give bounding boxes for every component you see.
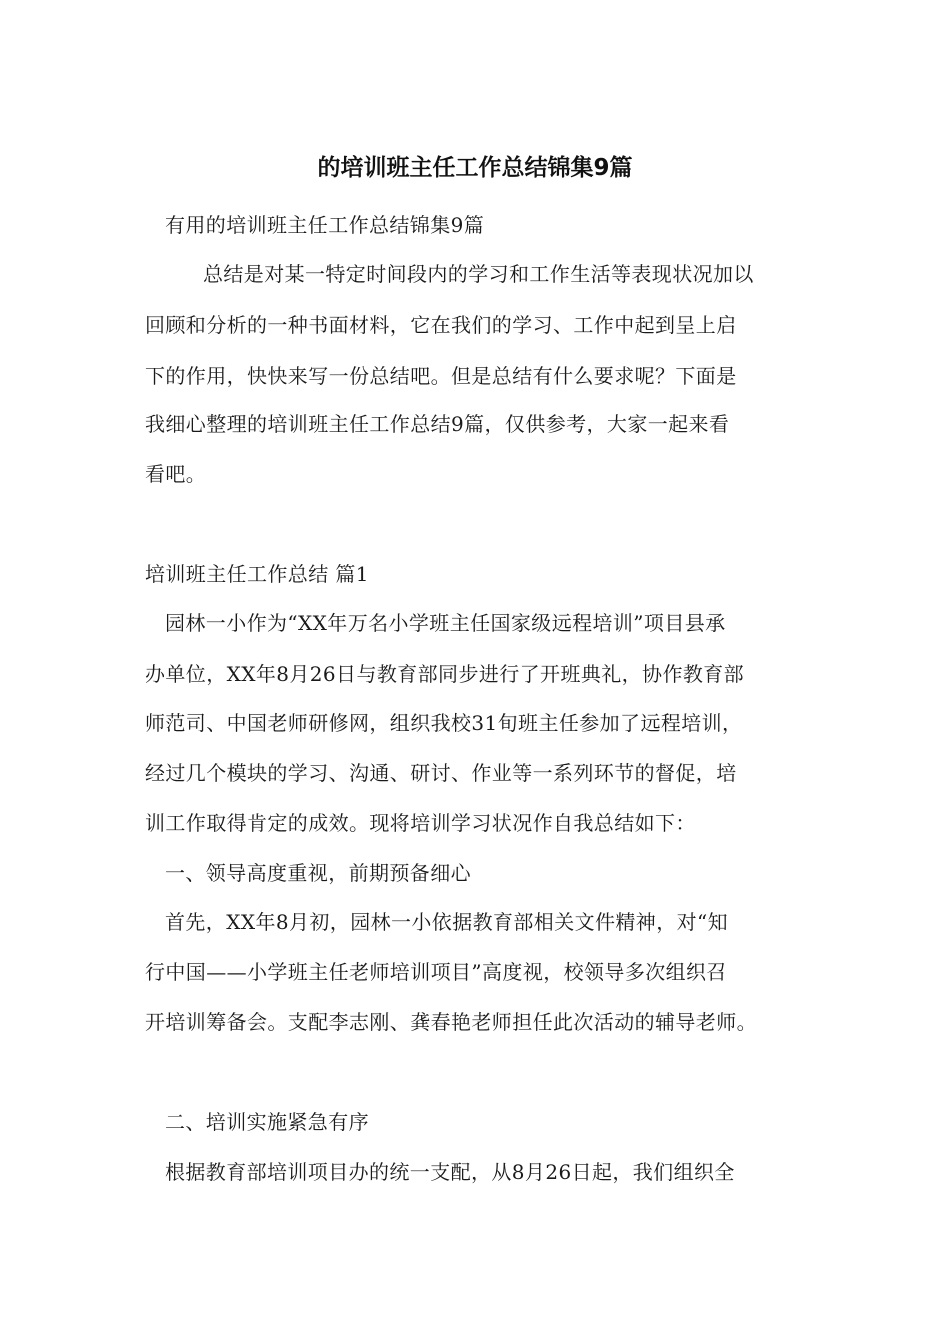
paragraph-line: 园林一小作为“XX年万名小学班主任国家级远程培训”项目县承 [165,611,726,635]
subheading-2: 二、培训实施紧急有序 [165,1110,369,1134]
paragraph-line: 行中国——小学班主任老师培训项目”高度视，校领导多次组织召 [145,960,727,984]
paragraph-line: 下的作用，快快来写一份总结吧。但是总结有什么要求呢？下面是 [145,364,737,388]
subheading-1: 一、领导高度重视，前期预备细心 [165,861,471,885]
section-heading: 培训班主任工作总结 篇1 [145,562,369,586]
paragraph-line: 总结是对某一特定时间段内的学习和工作生活等表现状况加以 [203,262,754,286]
document-title: 的培训班主任工作总结锦集9篇 [317,155,633,181]
paragraph-line: 训工作取得肯定的成效。现将培训学习状况作自我总结如下： [145,811,696,835]
paragraph-line: 办单位，XX年8月26日与教育部同步进行了开班典礼，协作教育部 [145,662,745,686]
paragraph-line: 看吧。 [145,462,207,486]
paragraph-line: 我细心整理的培训班主任工作总结9篇，仅供参考，大家一起来看 [145,412,730,436]
paragraph-line: 经过几个模块的学习、沟通、研讨、作业等一系列环节的督促，培 [145,761,737,785]
paragraph-line: 开培训筹备会。支配李志刚、龚春艳老师担任此次活动的辅导老师。 [145,1010,757,1034]
paragraph-line: 首先，XX年8月初，园林一小依据教育部相关文件精神，对“知 [165,910,729,934]
paragraph-line: 师范司、中国老师研修网，组织我校31旬班主任参加了远程培训， [145,711,743,735]
document-subtitle: 有用的培训班主任工作总结锦集9篇 [165,213,485,237]
paragraph-line: 根据教育部培训项目办的统一支配，从8月26日起，我们组织全 [165,1160,735,1184]
paragraph-line: 回顾和分析的一种书面材料，它在我们的学习、工作中起到呈上启 [145,313,737,337]
